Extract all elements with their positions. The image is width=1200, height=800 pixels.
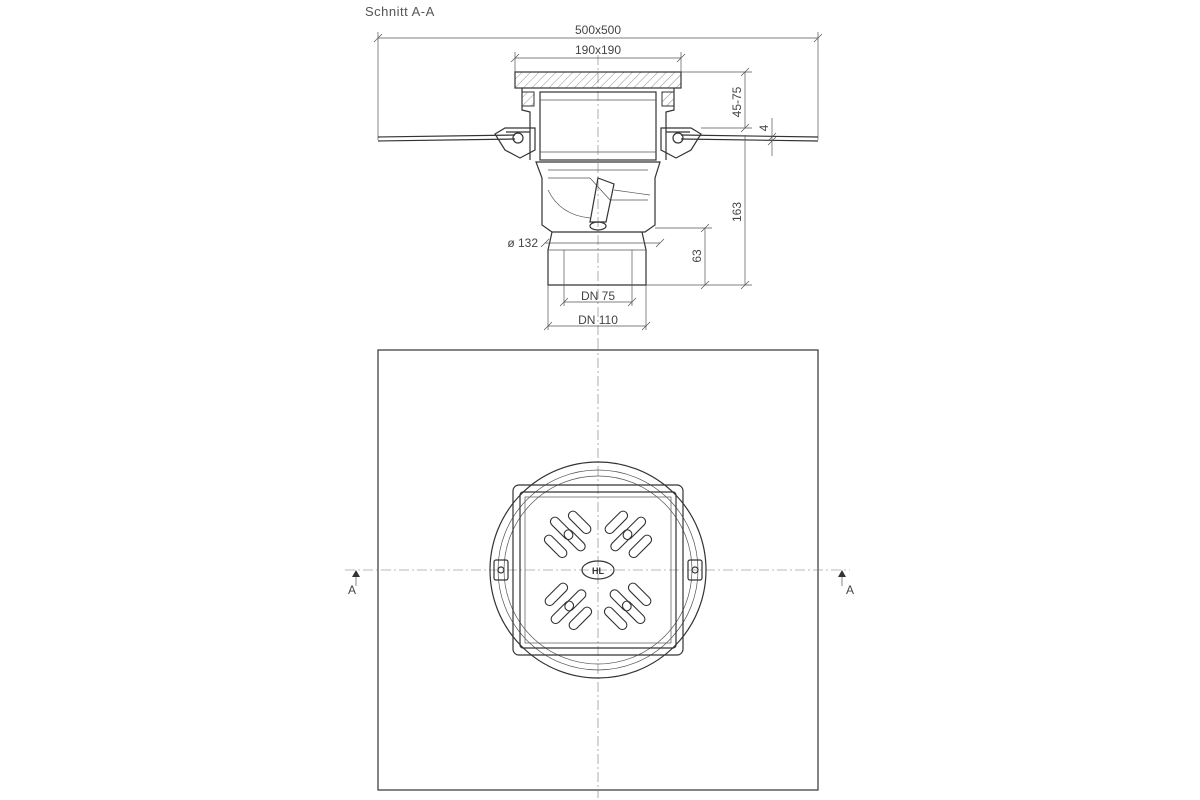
section-marker-left — [348, 570, 360, 597]
dn110-label: DN 110 — [578, 313, 618, 327]
grate-dim-label: 190x190 — [574, 43, 622, 57]
body-height-label: 163 — [730, 201, 744, 223]
section-marker-right-label: A — [846, 583, 855, 597]
frame-height-label: 45-75 — [730, 86, 744, 118]
overall-dim-label: 500x500 — [574, 23, 622, 37]
grate-logo: HL — [592, 566, 604, 576]
outlet-pipe — [548, 232, 646, 285]
dn75-label: DN 75 — [580, 289, 616, 303]
trap-insert — [590, 178, 614, 222]
plan-view — [345, 340, 854, 798]
section-marker-right — [838, 570, 854, 597]
section-marker-left-label: A — [348, 583, 357, 597]
outlet-height-label: 63 — [690, 249, 704, 263]
membrane-thickness-label: 4 — [757, 124, 771, 132]
grate-top — [515, 72, 681, 88]
section-title: Schnitt A-A — [365, 4, 435, 19]
section-view — [374, 23, 822, 340]
flange-diameter-label: ø 132 — [507, 236, 538, 250]
